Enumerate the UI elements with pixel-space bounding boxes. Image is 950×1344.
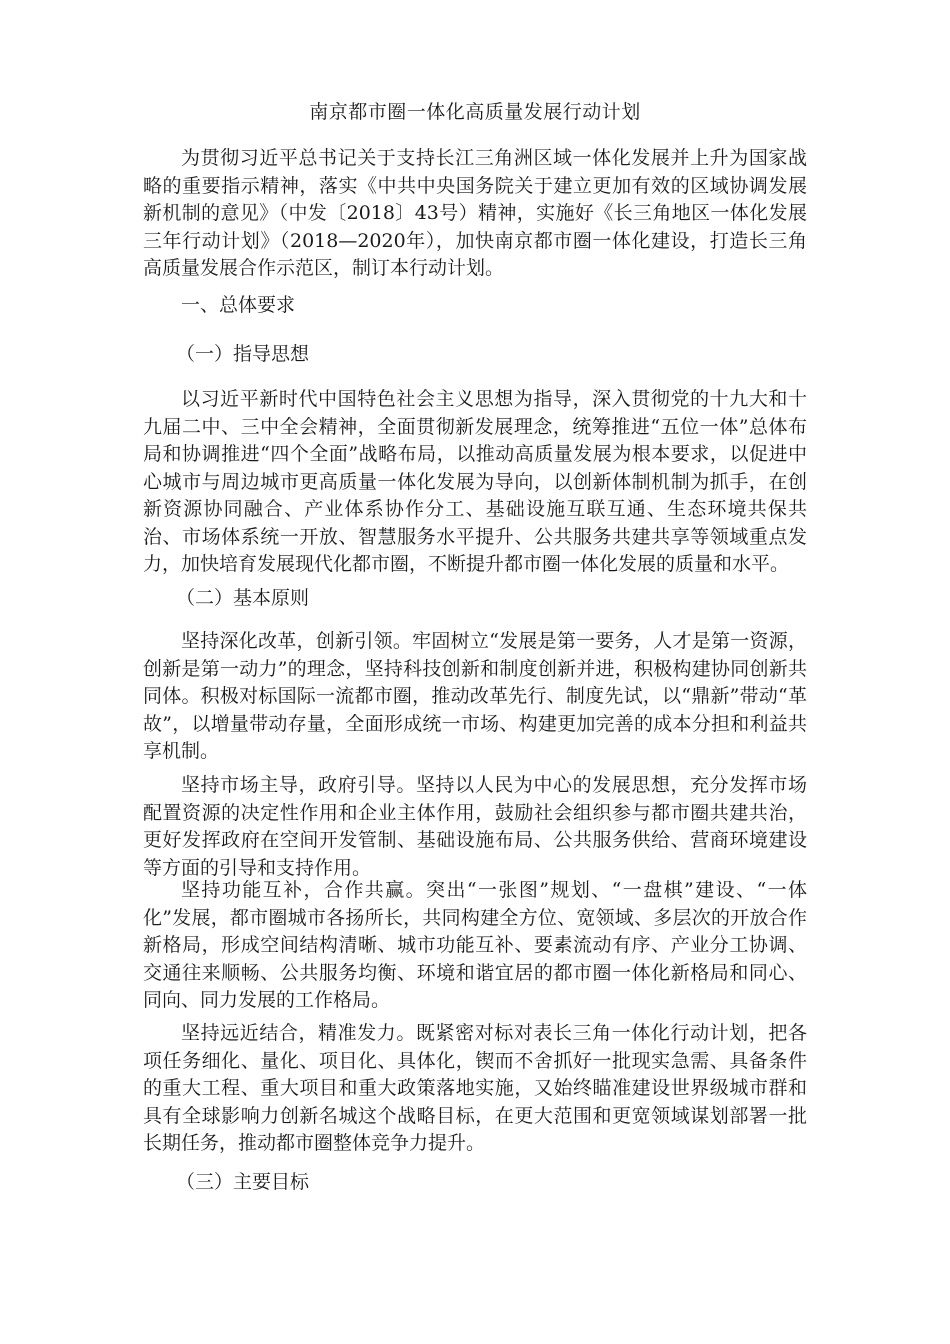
document-title: 南京都市圈一体化高质量发展行动计划 — [309, 101, 641, 123]
principle-reform-paragraph: 坚持深化改革，创新引领。牢固树立“发展是第一要务，人才是第一资源，创新是第一动力”的理念，坚持科技创新和制度创新并进，积极构建协同创新共同体。积极对标国际一流都市圈，推动改革先行、制度先试，以“鼎新”带动“革故”，以增量带动存量，全面形成统一市场、构建更加完善的成本分担和利益共享机制。 — [143, 630, 807, 762]
section-heading-general-requirements: 一、总体要求 — [181, 294, 296, 316]
subsection-heading-guiding-ideology: （一）指导思想 — [176, 343, 310, 365]
subsection-heading-main-goals: （三）主要目标 — [176, 1171, 310, 1193]
principle-market-paragraph: 坚持市场主导，政府引导。坚持以人民为中心的发展思想，充分发挥市场配置资源的决定性作用和企业主体作用，鼓励社会组织参与都市圈共建共治，更好发挥政府在空间开发管制、基础设施布局、公共服务供给、营商环境建设等方面的引导和支持作用。 — [143, 774, 807, 879]
principle-complementary-paragraph: 坚持功能互补，合作共赢。突出“一张图”规划、“一盘棋”建设、“一体化”发展，都市圈城市各扬所长，共同构建全方位、宽领域、多层次的开放合作新格局，形成空间结构清晰、城市功能互补、要素流动有序、产业分工协调、交通往来顺畅、公共服务均衡、环境和谐宜居的都市圈一体化新格局和同心、同向、同力发展的工作格局。 — [143, 879, 807, 1011]
principle-long-short-paragraph: 坚持远近结合，精准发力。既紧密对标对表长三角一体化行动计划，把各项任务细化、量化、项目化、具体化，锲而不舍抓好一批现实急需、具备条件的重大工程、重大项目和重大政策落地实施，又始终瞄准建设世界级城市群和具有全球影响力创新名城这个战略目标，在更大范围和更宽领域谋划部署一批长期任务，推动都市圈整体竞争力提升。 — [143, 1022, 807, 1154]
intro-paragraph: 为贯彻习近平总书记关于支持长江三角洲区域一体化发展并上升为国家战略的重要指示精神，落实《中共中央国务院关于建立更加有效的区域协调发展新机制的意见》（中发〔2018〕43号）精神，实施好《长三角地区一体化发展三年行动计划》（2018—2020年），加快南京都市圈一体化建设，打造长三角高质量发展合作示范区，制订本行动计划。 — [143, 147, 807, 279]
guiding-ideology-paragraph: 以习近平新时代中国特色社会主义思想为指导，深入贯彻党的十九大和十九届二中、三中全会精神，全面贯彻新发展理念，统筹推进“五位一体”总体布局和协调推进“四个全面”战略布局，以推动高质量发展为根本要求，以促进中心城市与周边城市更高质量一体化发展为导向，以创新体制机制为抓手，在创新资源协同融合、产业体系协作分工、基础设施互联互通、生态环境共保共治、市场体系统一开放、智慧服务水平提升、公共服务共建共享等领域重点发力，加快培育发展现代化都市圈，不断提升都市圈一体化发展的质量和水平。 — [143, 388, 807, 575]
subsection-heading-basic-principles: （二）基本原则 — [176, 587, 310, 609]
